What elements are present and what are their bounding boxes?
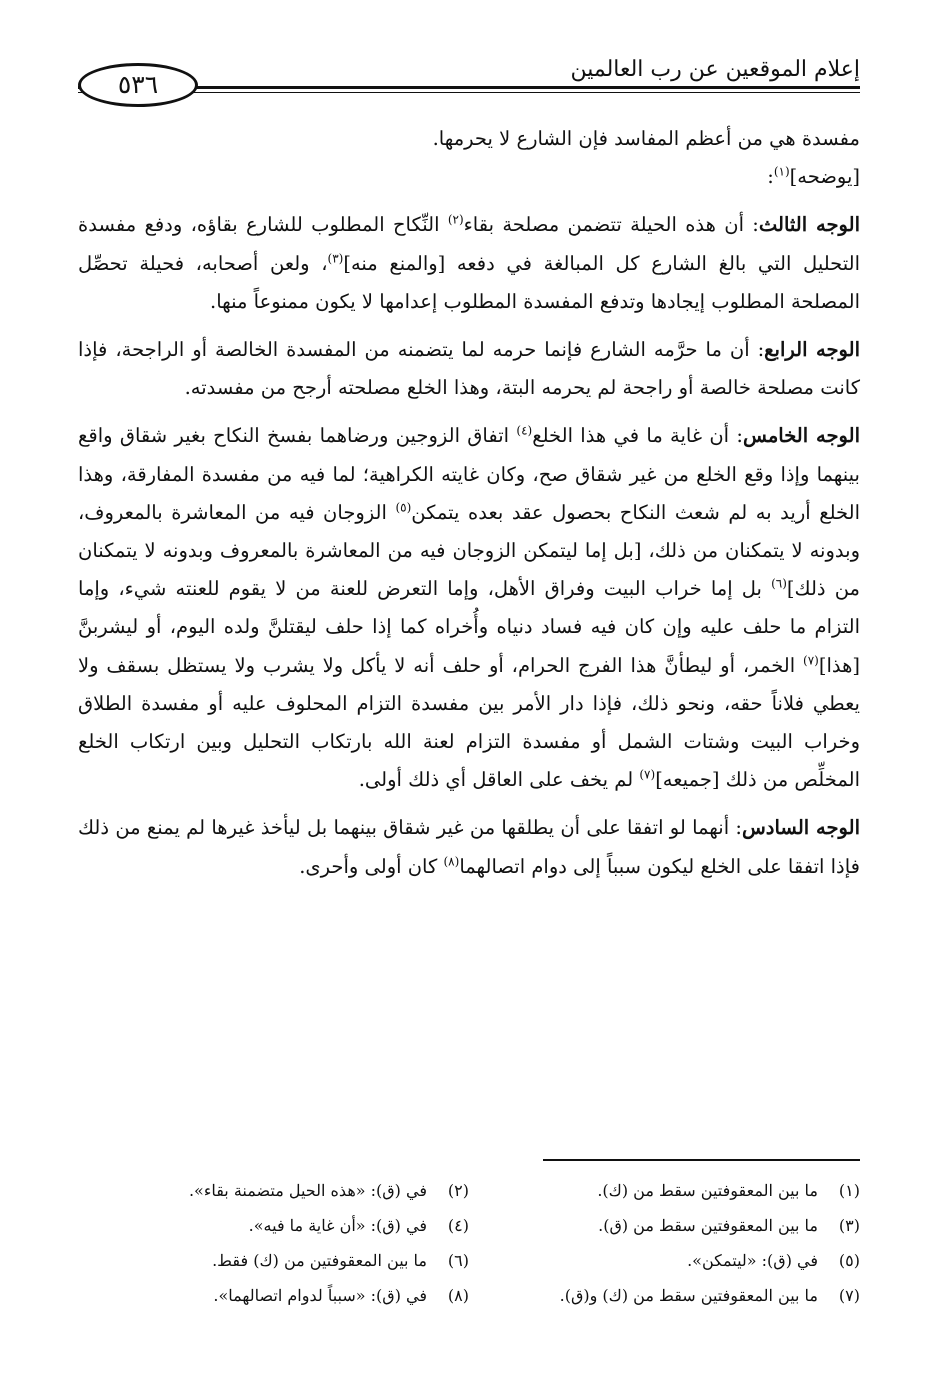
section-heading: الوجه الرابع [764,338,860,362]
text-run: النِّكاح المطلوب للشارع بقاؤه، ودفع مفسدة التحليل التي بالغ الشارع كل المبالغة في دفعه [والمنع منه] [78,213,860,275]
text-run: كان أولى وأحرى. [299,854,444,878]
footnote-text: ما بين المعقوفتين سقط من (ك). [597,1181,818,1200]
footnote-ref: (٢) [447,212,464,227]
footnote-ref: (٧) [803,653,819,668]
footnote-number: (٧) [838,1286,860,1305]
footnote-number: (٦) [447,1251,469,1270]
text-run: بل إما خراب البيت وفراق الأهل، وإما التعرض للعنة من لا يقوم للعنته شيء، وإما التزام ما حلف عليه وإن كان فيه فساد دنياه وأُخراه كما إذا حلف ليقتلنَّ ولده اليوم، أو ليشربنَّ [هذا] [78,577,860,677]
text-run: : [767,165,774,189]
footnote-text: ما بين المعقوفتين سقط من (ك) و(ق). [559,1286,818,1305]
paragraph [78,809,860,885]
footnotes [78,1176,860,1311]
footnote-text: ما بين المعقوفتين من (ك) فقط. [212,1251,427,1270]
footnote-ref: (٥) [395,500,412,515]
footnote-text: في (ق): «سبباً لدوام اتصالهما». [213,1286,427,1305]
paragraph [78,206,860,321]
footnote-ref: (٤) [516,423,533,438]
footnote-number: (٨) [447,1286,469,1305]
paragraph [78,120,860,158]
footnote-number: (٢) [447,1181,469,1200]
footnote-ref: (١) [773,164,790,179]
paragraph [78,417,860,799]
footnote [78,1246,469,1276]
text-run: الخمر، أو ليطأنَّ هذا الفرج الحرام، أو حلف أنه لا يأكل ولا يشرب ولا يستظل بسقف ولا يعطي فلاناً حقه، ونحو ذلك، فإذا دار الأمر بين مفسدة التزام المحلوف عليه أو مفسدة الطلاق وخراب البيت وشتات الشمل أو مفسدة التزام لعنة الله بارتكاب التحليل وبين ارتكاب الخلع المخلِّص من ذلك [جميعه] [78,653,860,792]
footnote-text: في (ق): «أن غاية ما فيه». [248,1216,427,1235]
section-heading: الوجه الخامس [742,424,860,448]
paragraph [78,158,860,196]
page-number: ٥٣٦ [78,63,198,107]
paragraph [78,331,860,407]
text-run: مفسدة هي من أعظم المفاسد فإن الشارع لا يحرمها. [432,127,860,150]
footnote-number: (٤) [447,1216,469,1235]
text-run: : أن غاية ما في هذا الخلع [532,424,743,448]
footnote-text: في (ق): «هذه الحيل متضمنة بقاء». [188,1181,427,1200]
footnote-number: (١) [838,1181,860,1200]
footnote [78,1211,469,1241]
text-run: الزوجان فيه من المعاشرة بالمعروف، وبدونه لا يتمكنان من ذلك، [بل إما ليتمكن الزوجان فيه من المعاشرة بالمعروف وبدونه لا يتمكنان من ذلك] [78,500,860,601]
footnote-text: في (ق): «ليتمكن». [687,1251,818,1270]
text-run: : أنهما لو اتفقا على أن يطلقها من غير شقاق بينهما بل ليأخذ غيرها لم يمنع من ذلك فإذا اتفقا على الخلع ليكون سبباً إلى دوام اتصالهما [78,816,860,878]
footnote-ref: (٧) [639,767,656,782]
text-run: ، ولعن أصحابه، فحيلة تحصِّل المصلحة المطلوب إيجادها وتدفع المفسدة المطلوب إعدامها لا يكون ممنوعاً منها. [78,251,860,313]
text-run: [يوضحه] [789,165,860,189]
footnote-ref: (٨) [443,854,460,869]
footnote-text: ما بين المعقوفتين سقط من (ق). [598,1216,818,1235]
footnote [469,1176,860,1206]
footnote-ref: (٣) [327,251,344,266]
text-run: اتفاق الزوجين ورضاهما بفسخ النكاح بغير شقاق واقع بينهما وإذا وقع الخلع من غير شقاق صح، وكان غايته الكراهية؛ لما فيه من مفسدة المفارقة، وهذا الخلع أريد به لم شعث النكاح بحصول عقد بعده يتمكن [78,424,861,524]
section-heading: الوجه الثالث [758,213,860,237]
header-rule-thin [78,92,860,93]
footnote [78,1281,469,1311]
text-run: لم يخف على العاقل أي ذلك أولى. [358,768,640,792]
main-text [78,120,860,886]
footnote [469,1211,860,1241]
book-title: إعلام الموقعين عن رب العالمين [570,57,860,82]
text-run: : أن ما حرَّمه الشارع فإنما حرمه لما يتضمنه من المفسدة الخالصة أو الراجحة، فإذا كانت مصلحة خالصة أو راجحة لم يحرمه البتة، وهذا الخلع مصلحته أرجح من مفسدته. [78,338,860,400]
footnote [469,1246,860,1276]
section-heading: الوجه السادس [742,816,860,840]
footnote-number: (٥) [838,1251,860,1270]
text-run: : أن هذه الحيلة تتضمن مصلحة بقاء [463,213,759,237]
footnote-separator [543,1159,860,1161]
footnote-number: (٣) [838,1216,860,1235]
footnote [469,1281,860,1311]
footnote [78,1176,469,1206]
running-header [78,52,860,108]
footnote-ref: (٦) [771,576,787,591]
